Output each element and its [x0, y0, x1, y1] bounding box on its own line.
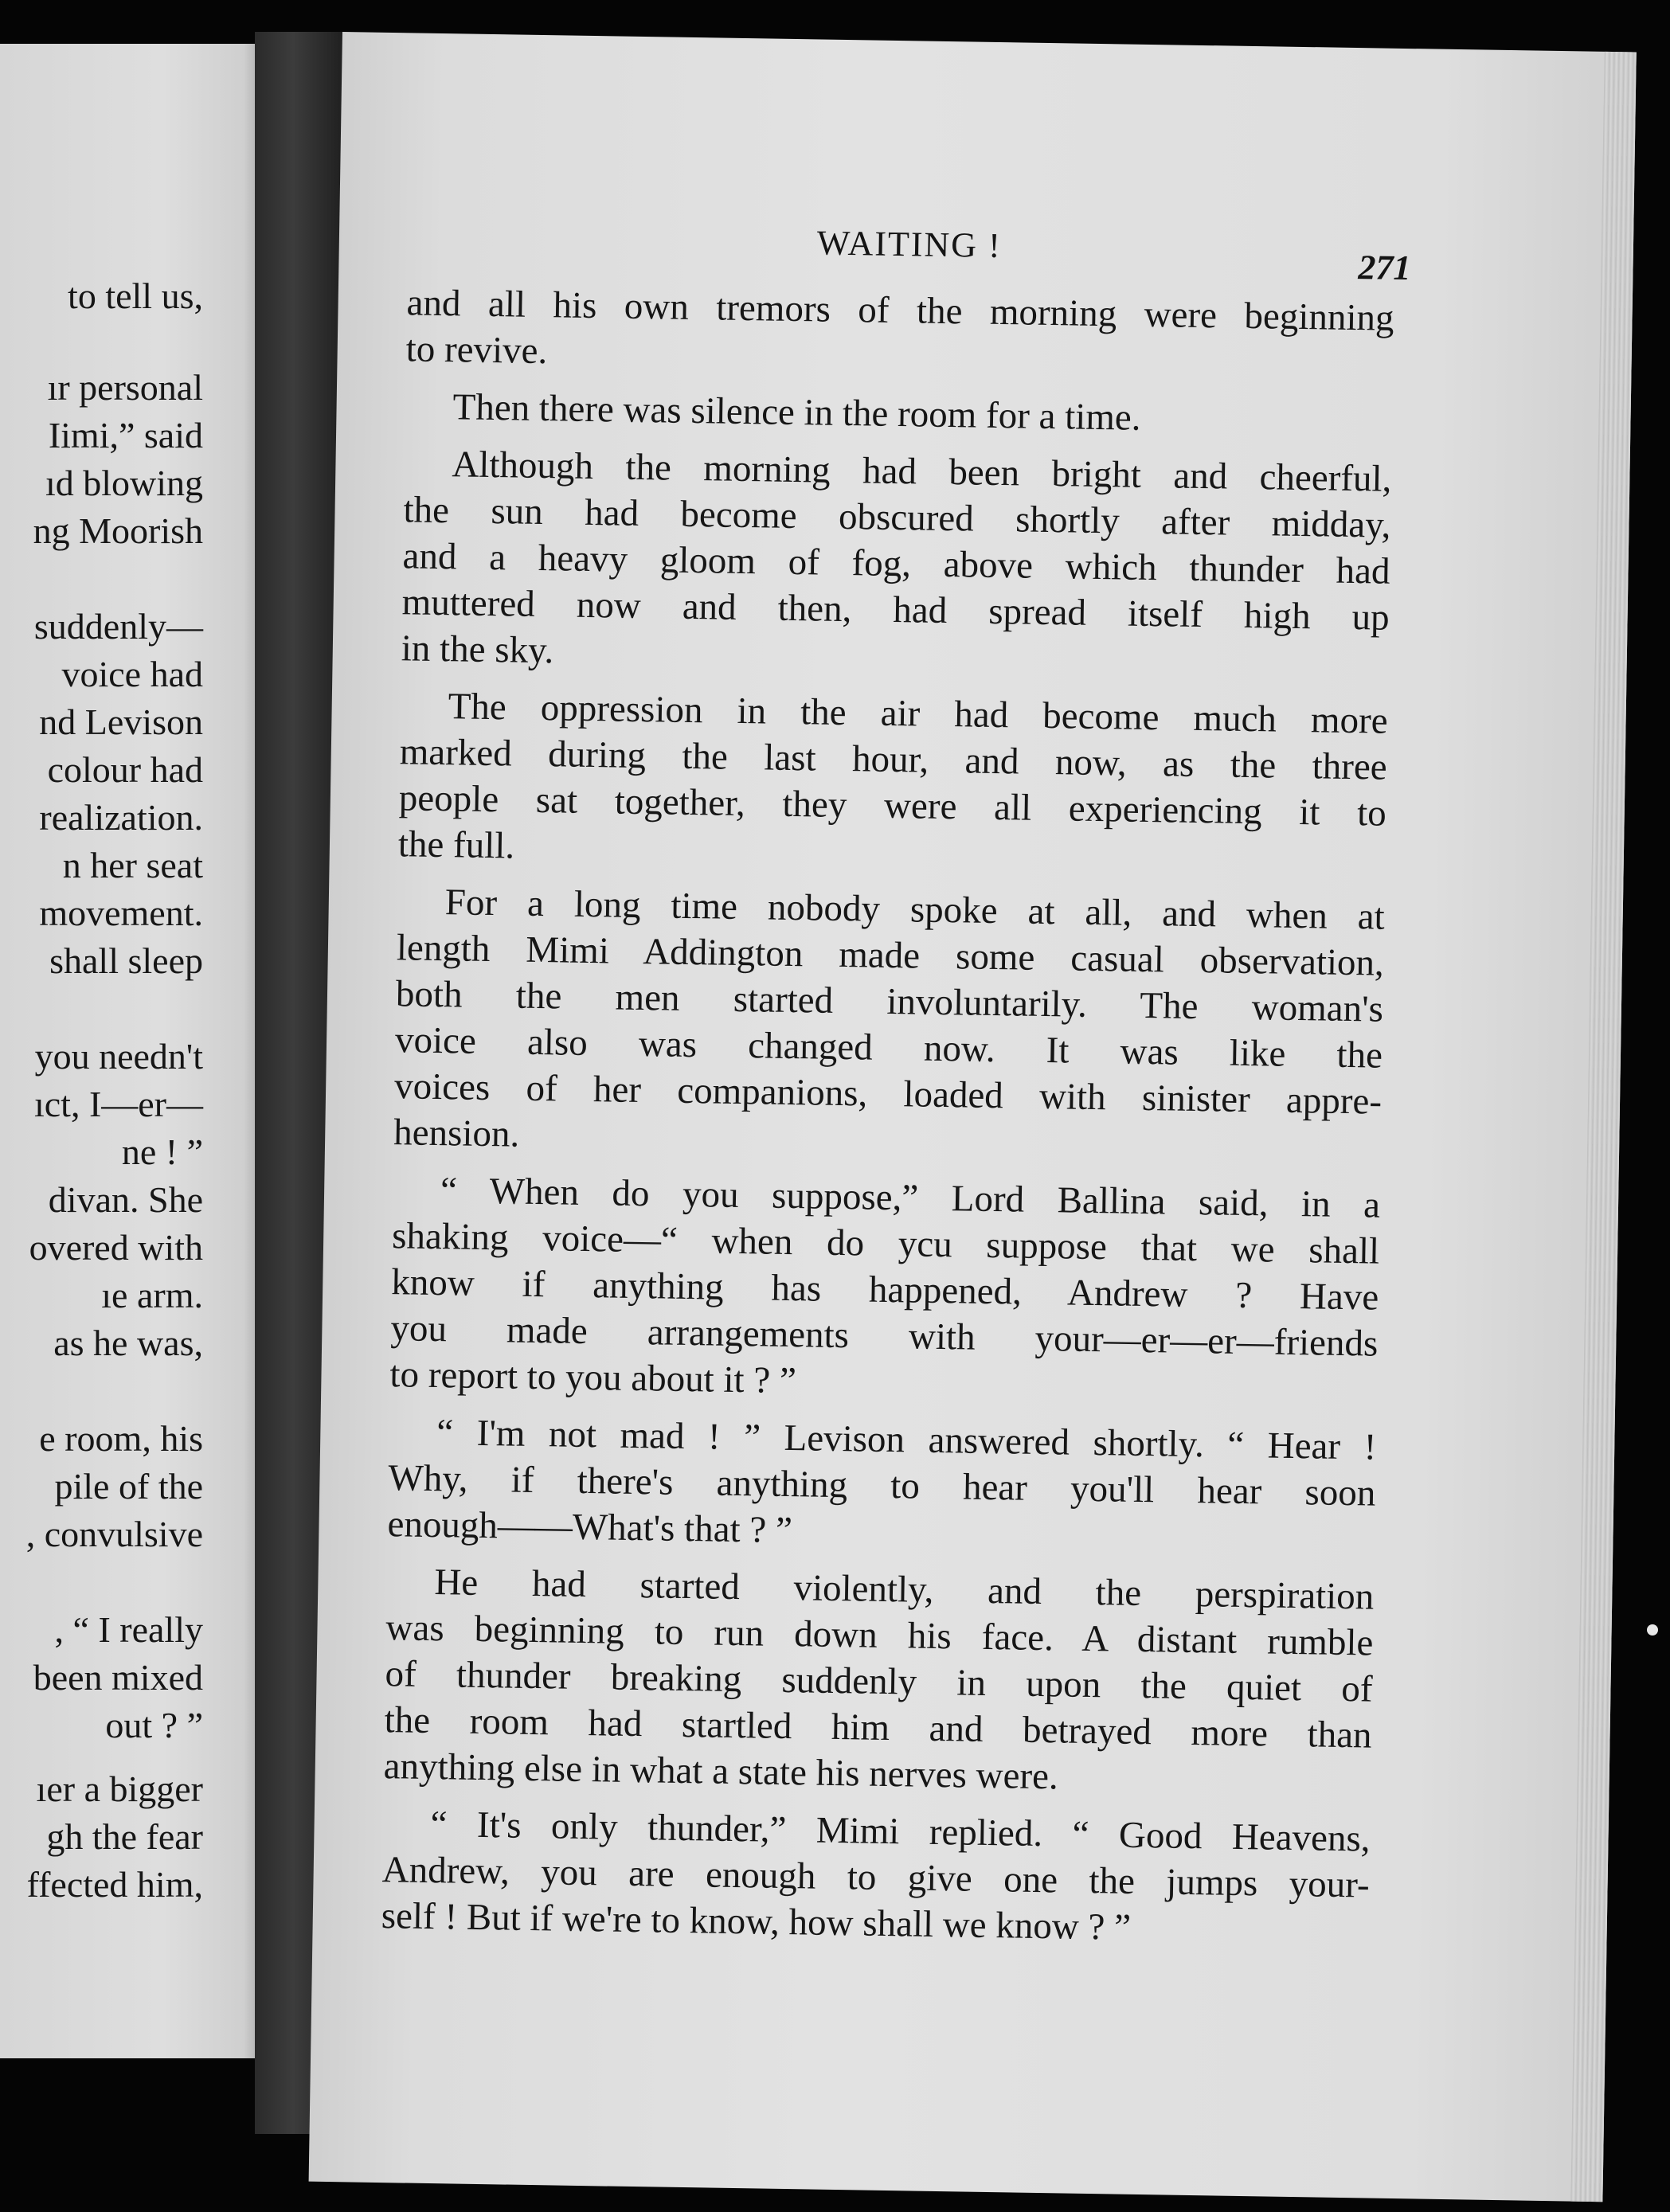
text-fragment: shall sleep — [49, 940, 203, 981]
text-line: you made arrangements with your—er—er—friends — [390, 1307, 1379, 1365]
text-line: know if anything has happened, Andrew ? Have — [390, 1261, 1379, 1319]
text-fragment: voice had — [61, 654, 203, 694]
current-page — [309, 32, 1637, 2202]
text-line: to report to you about it ? ” — [389, 1354, 797, 1402]
text-line: anything else in what a state his nerves were. — [383, 1745, 1059, 1798]
page-edge — [1570, 52, 1636, 2202]
text-fragment: out ? ” — [105, 1705, 203, 1745]
text-line: hension. — [393, 1112, 520, 1155]
text-fragment: divan. She — [48, 1179, 203, 1220]
text-line: people sat together, they were all experiencing it to — [398, 777, 1387, 834]
text-fragment: overed with — [29, 1227, 203, 1268]
text-fragment: , “ I really — [54, 1609, 203, 1650]
text-fragment: ır personal — [47, 367, 203, 408]
paragraph — [381, 1800, 1371, 1954]
text-line: the sun had become obscured shortly after midday, — [403, 489, 1391, 546]
text-fragment: Iimi,” said — [48, 415, 203, 455]
body-text — [381, 279, 1394, 1954]
text-fragment: ffected him, — [26, 1864, 203, 1905]
text-fragment: movement. — [39, 893, 203, 933]
text-fragment: ıd blowing — [45, 463, 203, 503]
text-line: enough——What's that ? ” — [387, 1503, 793, 1552]
text-line: voice also was changed now. It was like the — [394, 1019, 1383, 1077]
text-line: marked during the last hour, and now, as the three — [399, 731, 1388, 788]
previous-page — [0, 44, 271, 2058]
text-line: “ It's only thunder,” Mimi replied. “ Good Heavens, — [430, 1804, 1371, 1860]
paragraph — [393, 878, 1385, 1170]
text-fragment: as he was, — [53, 1323, 203, 1363]
text-line: shaking voice—“ when do ycu suppose that we shall — [391, 1215, 1380, 1272]
text-line: Why, if there's anything to hear you'll hear soon — [388, 1457, 1376, 1514]
text-line: Although the morning had been bright and cheerful, — [452, 444, 1392, 500]
text-line: The oppression in the air had become much more — [448, 686, 1388, 742]
text-line: and all his own tremors of the morning were beginning — [406, 282, 1394, 339]
paragraph — [383, 1558, 1374, 1804]
text-line: to revive. — [405, 328, 548, 373]
text-line: both the men started involuntarily. The woman's — [395, 973, 1384, 1030]
text-line: For a long time nobody spoke at all, and when at — [444, 881, 1386, 938]
text-fragment: realization. — [39, 797, 203, 838]
text-fragment: suddenly— — [33, 606, 203, 647]
running-head: WAITING ! — [816, 223, 1003, 266]
text-fragment: ıe arm. — [101, 1275, 203, 1315]
text-fragment: gh the fear — [46, 1816, 203, 1857]
text-line: self ! But if we're to know, how shall we know ? ” — [381, 1895, 1132, 1948]
text-line: length Mimi Addington made some casual observation, — [396, 927, 1385, 984]
text-line: was beginning to run down his face. A distant rumble — [385, 1607, 1374, 1664]
text-fragment: colour had — [47, 749, 203, 790]
text-line: and a heavy gloom of fog, above which thunder had — [402, 535, 1390, 592]
text-line: He had started violently, and the perspiration — [434, 1561, 1375, 1618]
text-fragment: e room, his — [39, 1418, 203, 1459]
paragraph — [401, 440, 1391, 686]
page-number: 271 — [1358, 248, 1411, 288]
text-line: of thunder breaking suddenly in upon the quiet of — [385, 1653, 1373, 1710]
text-line: muttered now and then, had spread itself high up — [401, 581, 1390, 639]
text-line: voices of her companions, loaded with sinister appre- — [393, 1065, 1383, 1123]
text-line: “ When do you suppose,” Lord Ballina said, in a — [440, 1170, 1381, 1226]
text-fragment: , convulsive — [25, 1514, 203, 1554]
text-line: Then there was silence in the room for a time. — [452, 386, 1141, 439]
text-line: “ I'm not mad ! ” Levison answered shortly. “ Hear ! — [436, 1412, 1377, 1468]
text-fragment: you needn't — [34, 1036, 203, 1077]
text-fragment: ıct, I—er— — [33, 1084, 203, 1124]
text-fragment: ne ! ” — [121, 1131, 203, 1172]
paragraph — [405, 279, 1394, 387]
text-line: Andrew, you are enough to give one the jumps your- — [381, 1849, 1371, 1906]
text-fragment: n her seat — [62, 845, 203, 885]
paragraph — [398, 682, 1388, 882]
text-fragment: ng Moorish — [33, 510, 203, 551]
text-fragment: pile of the — [54, 1466, 203, 1507]
text-fragment: nd Levison — [39, 702, 203, 742]
text-line: the full. — [397, 823, 515, 867]
paragraph — [389, 1167, 1380, 1413]
text-fragment: to tell us, — [68, 276, 203, 316]
text-fragment: ıer a bigger — [36, 1768, 203, 1809]
text-line: the room had startled him and betrayed more than — [384, 1699, 1372, 1757]
paragraph — [387, 1409, 1377, 1562]
text-fragment: been mixed — [33, 1657, 203, 1698]
scan-speck — [1647, 1624, 1658, 1636]
text-line: in the sky. — [401, 627, 554, 672]
